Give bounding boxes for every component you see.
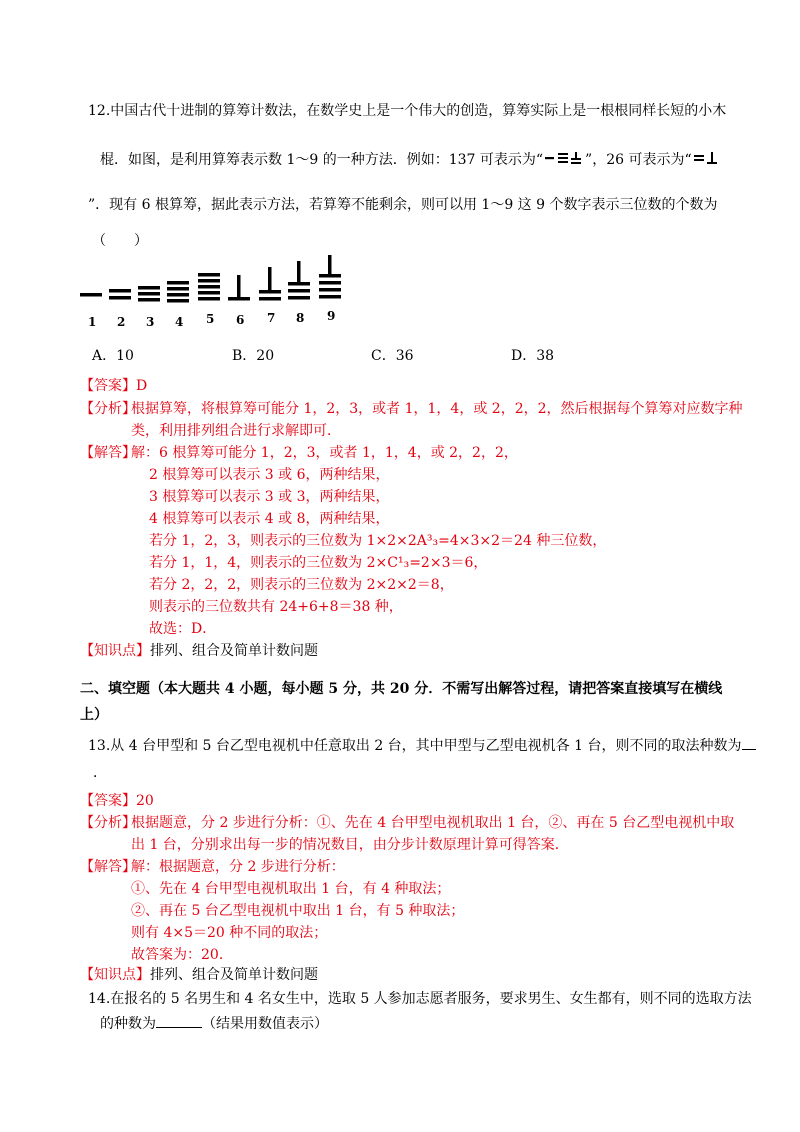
q13-stem-end: ． xyxy=(93,765,107,781)
q14-stem-1: 14.在报名的 5 名男生和 4 名女生中，选取 5 人参加志愿者服务，要求男生、女生都有，则不同的选取方法 xyxy=(88,991,752,1007)
rod-numeral-26-icon xyxy=(693,151,719,169)
q13-answer-label: 【答案】 xyxy=(80,793,136,809)
option-c: C．36 xyxy=(371,348,414,364)
q12-solution-line: 3 根算筹可以表示 3 或 3，两种结果， xyxy=(149,489,390,505)
q12-knowledge-text: 排列、组合及简单计数问题 xyxy=(150,643,318,659)
option-b: B．20 xyxy=(232,348,275,364)
figure-digit-2: 2 xyxy=(117,315,126,329)
q14-answer-blank xyxy=(156,1015,202,1028)
q13-answer-value: 20 xyxy=(136,793,154,809)
q12-analysis-2: 类，利用排列组合进行求解即可． xyxy=(131,423,341,439)
q13-solution-line: 故答案为：20． xyxy=(131,947,233,963)
q13-answer xyxy=(80,790,154,810)
q13-analysis-1: 根据题意，分 2 步进行分析：①、先在 4 台甲型电视机取出 1 台，②、再在 5 台乙型电视机中取 xyxy=(131,815,735,831)
figure-digit-5: 5 xyxy=(206,312,215,326)
q13-solution-line: ②、再在 5 台乙型电视机中取出 1 台，有 5 种取法； xyxy=(131,903,465,919)
section-2-heading-2: 上） xyxy=(80,707,108,723)
q12-solution-line: 若分 2，2，2，则表示的三位数为 2×2×2＝8， xyxy=(149,577,454,593)
q12-analysis-1: 根据算筹，将根算筹可能分 1，2，3，或者 1，1，4，或 2，2，2，然后根据每个算筹对应数字种 xyxy=(131,401,743,417)
q13-analysis-label: 【分析】 xyxy=(80,815,136,831)
q12-answer xyxy=(80,375,147,395)
q12-knowledge xyxy=(80,640,318,660)
q12-analysis-label: 【分析】 xyxy=(80,401,136,417)
figure-digit-1: 1 xyxy=(88,315,97,329)
q12-solution-line: 若分 1，2，3，则表示的三位数为 1×2×2A³₃=4×3×2＝24 种三位数， xyxy=(149,533,607,549)
q12-solution-first: 解：6 根算筹可能分 1，2，3，或者 1，1，4，或 2，2，2， xyxy=(131,445,518,461)
q12-solution-label: 【解答】 xyxy=(80,445,136,461)
figure-digit-7: 7 xyxy=(267,311,276,325)
q12-solution-line: 2 根算筹可以表示 3 或 6，两种结果， xyxy=(149,467,390,483)
q12-line-2b: ”，26 可表示为“ xyxy=(585,152,692,168)
q12-solution-line: 故选：D． xyxy=(149,621,217,637)
figure-digit-9: 9 xyxy=(327,309,336,323)
q12-answer-value: D xyxy=(136,378,148,394)
q12-solution-line: 若分 1，1，4，则表示的三位数为 2×C¹₃=2×3＝6， xyxy=(149,555,488,571)
q13-analysis-2: 出 1 台，分别求出每一步的情况数目，由分步计数原理计算可得答案． xyxy=(131,837,569,853)
q12-line-2 xyxy=(100,149,720,169)
rod-numerals-figure xyxy=(78,255,348,335)
q12-line-3: ”．现有 6 根算筹，据此表示方法，若算筹不能剩余，则可以用 1～9 这 9 个数字表示三位数的个数为 xyxy=(88,197,718,213)
option-a: A．10 xyxy=(92,348,134,364)
q13-knowledge-label: 【知识点】 xyxy=(80,967,150,983)
q12-line-2a: 棍．如图，是利用算筹表示数 1～9 的一种方法．例如：137 可表示为“ xyxy=(100,152,544,168)
q13-solution-line: ①、先在 4 台甲型电视机取出 1 台，有 4 种取法； xyxy=(131,881,451,897)
q13-knowledge xyxy=(80,964,318,984)
q12-solution-line: 则表示的三位数共有 24+6+8＝38 种， xyxy=(149,599,403,615)
figure-digit-4: 4 xyxy=(175,315,184,329)
rod-numeral-137-icon xyxy=(544,151,584,169)
q12-knowledge-label: 【知识点】 xyxy=(80,643,150,659)
q14-stem-2b: （结果用数值表示） xyxy=(202,1016,328,1032)
q12-solution-line: 4 根算筹可以表示 4 或 8，两种结果， xyxy=(149,511,390,527)
q13-stem xyxy=(88,735,756,755)
figure-digit-8: 8 xyxy=(296,311,305,325)
q13-solution-first: 解：根据题意，分 2 步进行分析： xyxy=(131,859,345,875)
q13-answer-blank xyxy=(742,737,756,750)
q13-solution-line: 则有 4×5＝20 种不同的取法； xyxy=(131,925,328,941)
section-2-heading-1: 二、填空题（本大题共 4 小题，每小题 5 分，共 20 分．不需写出解答过程，请把答案直接填写在横线 xyxy=(80,681,723,697)
q13-knowledge-text: 排列、组合及简单计数问题 xyxy=(150,967,318,983)
q13-stem-text: 13.从 4 台甲型和 5 台乙型电视机中任意取出 2 台，其中甲型与乙型电视机各 1 台，则不同的取法种数为 xyxy=(88,738,742,754)
q13-solution-label: 【解答】 xyxy=(80,859,136,875)
q14-stem-2 xyxy=(100,1013,328,1033)
q14-stem-2a: 的种数为 xyxy=(100,1016,156,1032)
q12-answer-label: 【答案】 xyxy=(80,378,136,394)
q12-paren: （ ） xyxy=(92,233,148,249)
q12-line-1: 12.中国古代十进制的算筹计数法，在数学史上是一个伟大的创造，算筹实际上是一根根同样长短的小木 xyxy=(88,103,727,119)
figure-digit-3: 3 xyxy=(146,315,155,329)
option-d: D．38 xyxy=(511,348,555,364)
figure-digit-6: 6 xyxy=(236,313,245,327)
